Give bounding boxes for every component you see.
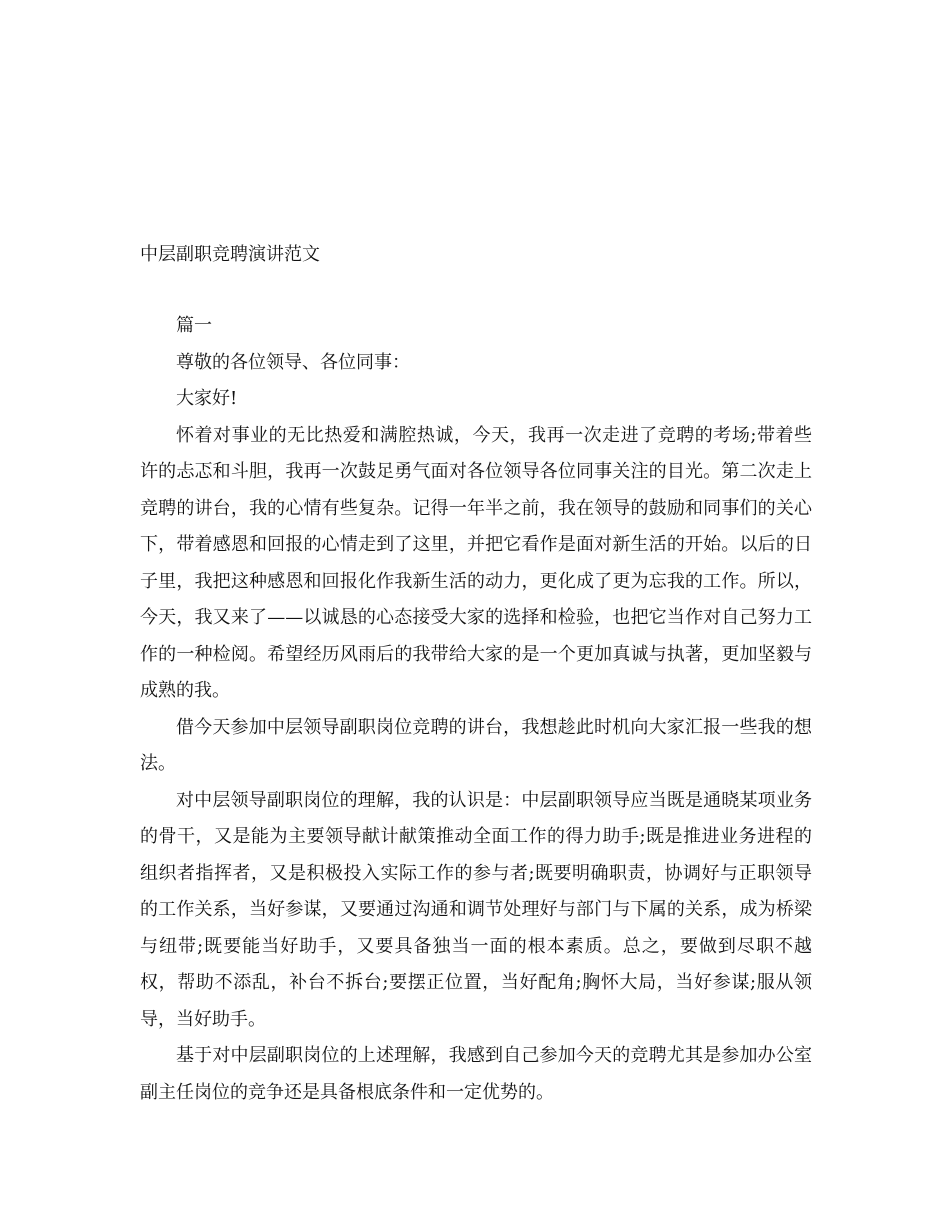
paragraph-advantages: 基于对中层副职岗位的上述理解，我感到自己参加今天的竞聘尤其是参加办公室副主任岗位的竞争还是具备根底条件和一定优势的。 — [140, 1045, 812, 1103]
section-heading: 篇一 — [176, 315, 212, 336]
paragraph-understanding: 对中层领导副职岗位的理解，我的认识是：中层副职领导应当既是通晓某项业务的骨干，又是能为主要领导献计献策推动全面工作的得力助手;既是推进业务进程的组织者指挥者，又是积极投入实际工作的参与者;既要明确职责，协调好与正职领导的工作关系，当好参谋，又要通过沟通和调节处理好与部门与下属的关系，成为桥梁与纽带;既要能当好助手，又要具备独当一面的根本素质。总之，要做到尽职不越权，帮助不添乱，补台不拆台;要摆正位置，当好配角;胸怀大局，当好参谋;服从领导，当好助手。 — [140, 789, 812, 1030]
paragraph-intro: 怀着对事业的无比热爱和满腔热诚，今天，我再一次走进了竞聘的考场;带着些许的忐忑和斗胆，我再一次鼓足勇气面对各位领导各位同事关注的目光。第二次走上竞聘的讲台，我的心情有些复杂。记得一年半之前，我在领导的鼓励和同事们的关心下，带着感恩和回报的心情走到了这里，并把它看作是面对新生活的开始。以后的日子里，我把这种感恩和回报化作我新生活的动力，更化成了更为忘我的工作。所以，今天，我又来了——以诚恳的心态接受大家的选择和检验，也把它当作对自己努力工作的一种检阅。希望经历风雨后的我带给大家的是一个更加真诚与执著，更加坚毅与成熟的我。 — [140, 424, 812, 701]
document-title: 中层副职竞聘演讲范文 — [140, 244, 320, 265]
greeting: 大家好! — [176, 388, 238, 409]
document-body — [140, 308, 812, 1111]
salutation: 尊敬的各位领导、各位同事： — [176, 351, 410, 373]
paragraph-purpose: 借今天参加中层领导副职岗位竞聘的讲台，我想趁此时机向大家汇报一些我的想法。 — [140, 716, 812, 774]
